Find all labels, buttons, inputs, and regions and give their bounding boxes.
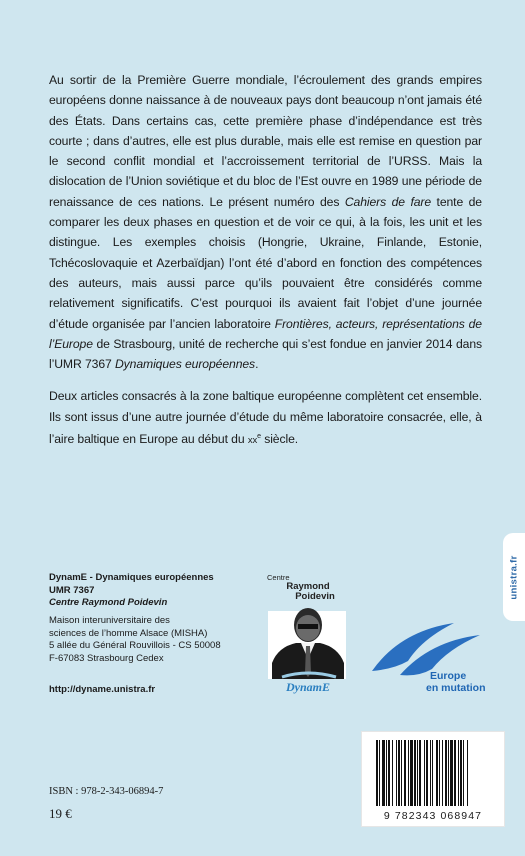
text-run: tente de comparer les deux phases en question et de voir ce qui, à la fois, les unit et les distingue. Les exemples choisis (Hongrie, Ukraine, Finlande, Estonie, Tchécoslovaquie et Azerbaïdjan) l’ont été d’abord en fonction des compétences des auteurs, mais aussi parce qu’ils pouvaient être considérés comme relativement significatifs. C’est pourquoi ils avaient fait l’objet d’une journée d’étude organisée par l’ancien laboratoire	[49, 194, 482, 331]
text-run: .	[255, 357, 259, 372]
text-run: de Strasbourg, unité de recherche qui s’est fondue en janvier 2014 dans l’UMR 7367	[49, 336, 482, 372]
address-line: F-67083 Strasbourg Cedex	[49, 652, 164, 664]
address-line: 5 allée du Général Rouvillois - CS 50008	[49, 640, 221, 652]
century-sup: e	[257, 433, 261, 441]
org-name: DynamE - Dynamiques européennes	[49, 572, 214, 583]
centre-poidevin-logo	[262, 573, 354, 713]
website-link[interactable]: http://dyname.unistra.fr	[49, 684, 156, 695]
organisation-block	[49, 572, 214, 610]
text-run: Deux articles consacrés à la zone baltique européenne complètent cet ensemble. Ils sont issus d’une autre journée d’étude du même laboratoire consacrée, elle, à l’aire baltique en Europe au début du	[49, 389, 482, 447]
address-line: Maison interuniversitaire des	[49, 615, 170, 626]
address-block	[49, 615, 221, 665]
unistra-side-tab	[503, 533, 525, 621]
barcode-number: 9 782343 068947	[383, 810, 483, 822]
europe-logo-line-2: en mutation	[426, 682, 486, 694]
isbn: ISBN : 978-2-343-06894-7	[49, 786, 164, 797]
text-run: siècle.	[260, 432, 299, 447]
europe-logo-text	[426, 670, 486, 694]
portrait-icon	[262, 573, 354, 713]
europe-logo-line-1: Europe	[430, 670, 467, 682]
back-cover-text	[49, 70, 482, 463]
caption-name-1: Raymond	[286, 581, 330, 592]
caption-centre: Centre	[267, 573, 290, 582]
address-line: sciences de l’homme Alsace (MISHA)	[49, 627, 208, 639]
barcode	[361, 731, 505, 827]
org-umr: UMR 7367	[49, 584, 95, 596]
dyname-logo-text: DynamE	[285, 680, 331, 694]
journal-title: Cahiers de fare	[344, 194, 432, 209]
century-numeral: xx	[247, 435, 258, 447]
text-run: Au sortir de la Première Guerre mondiale, l’écroulement des grands empires européens donne naissance à de nouveaux pays dont beaucoup n’ont jamais été des États. Dans certains cas, cette première phase d’indépendance est très courte ; dans d’autres, elle est plus durable, mais elle est remise en question par le second conflit mondial et l’accroissement territorial de l’URSS. Mais la dislocation de l’Union soviétique et du bloc de l’Est ouvre en 1989 une période de renaissance de ces nations. Le présent numéro des	[49, 73, 482, 209]
caption-name-2: Poidevin	[295, 591, 335, 602]
paragraph-1	[49, 70, 482, 374]
umr-name: Dynamiques européennes	[114, 357, 256, 372]
price: 19 €	[49, 806, 72, 821]
paragraph-2	[49, 386, 482, 451]
org-centre: Centre Raymond Poidevin	[49, 597, 168, 608]
side-tab-label: unistra.fr	[508, 554, 520, 600]
lab-name: Frontières, acteurs, représentations de l’Europe	[49, 316, 482, 351]
